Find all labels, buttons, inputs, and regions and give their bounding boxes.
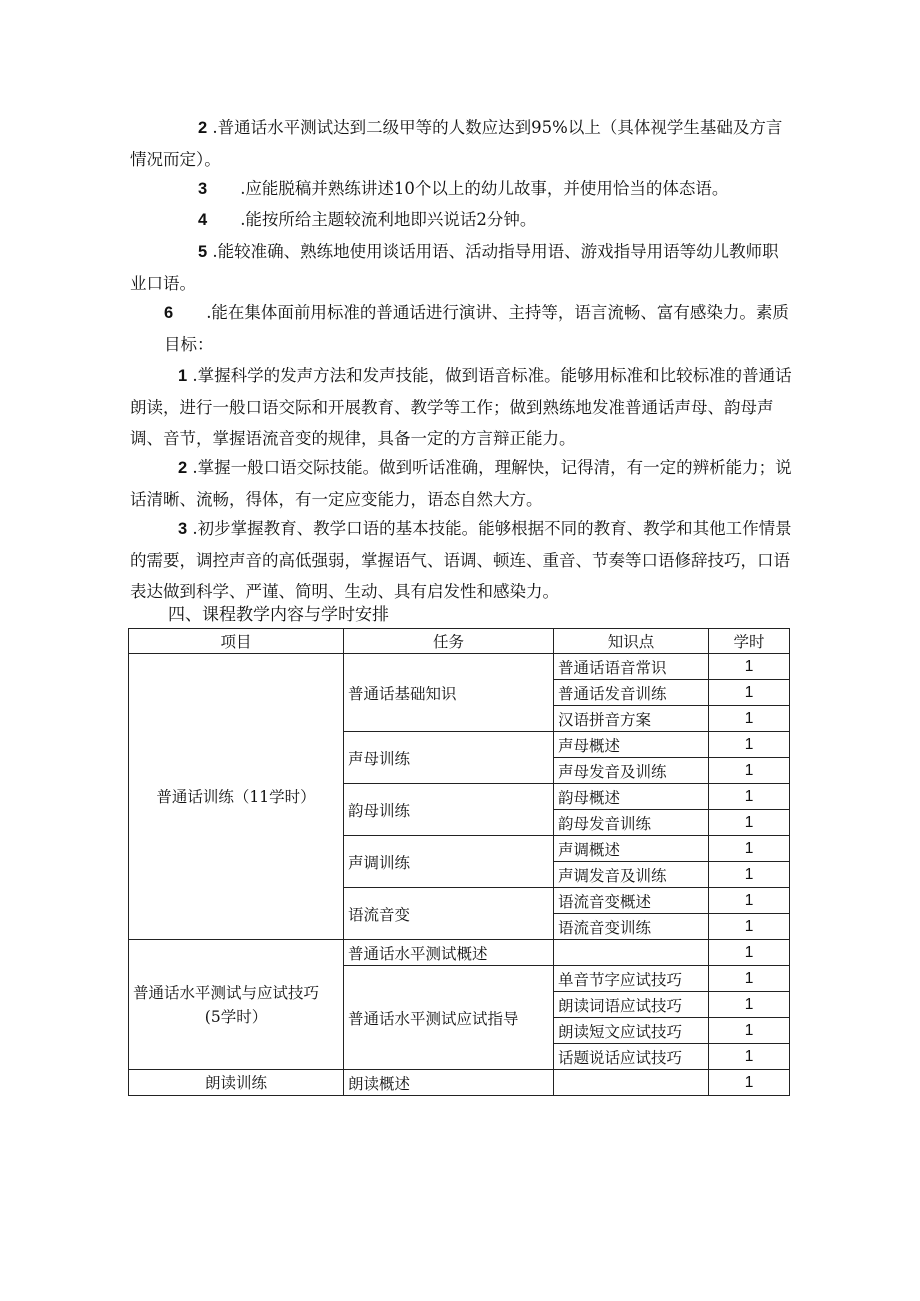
knowledge-point-cell: 话题说话应试技巧 [554, 1044, 709, 1070]
project-hours: (5学时） [204, 1007, 268, 1026]
paragraph-text: .普通话水平测试达到二级甲等的人数应达到95%以上（具体视学生基础及方言情况而定）。 [130, 118, 783, 169]
table-header-row [129, 629, 790, 654]
hours-cell: 1 [709, 1044, 790, 1070]
header-knowledge-point: 知识点 [554, 629, 709, 654]
item-number: 1 [178, 367, 188, 385]
hours-cell: 1 [709, 732, 790, 758]
section-heading: 四、课程教学内容与学时安排 [168, 605, 389, 625]
paragraph-objective-4 [130, 204, 792, 236]
hours-cell: 1 [709, 1018, 790, 1044]
paragraph-text: .掌握一般口语交际技能。做到听话准确，理解快，记得清，有一定的辨析能力；说话清晰、流畅，得体，有一定应变能力，语态自然大方。 [130, 458, 792, 509]
header-task: 任务 [344, 629, 554, 654]
hours-cell: 1 [709, 680, 790, 706]
paragraph-objective-2 [130, 112, 792, 175]
table-row [129, 940, 790, 966]
item-number: 6 [164, 304, 174, 322]
item-number: 2 [178, 459, 188, 477]
paragraph-text: .能按所给主题较流利地即兴说话2分钟。 [207, 210, 537, 229]
project-cell [129, 940, 344, 1070]
paragraph-objective-6 [164, 297, 790, 360]
hours-cell: 1 [709, 862, 790, 888]
knowledge-point-cell: 汉语拼音方案 [554, 706, 709, 732]
paragraph-text: .掌握科学的发声方法和发声技能，做到语音标准。能够用标准和比较标准的普通话朗读，进行一般口语交际和开展教育、教学等工作；做到熟练地发准普通话声母、韵母声调、音节，掌握语流音变的规律，具备一定的方言辩正能力。 [130, 366, 792, 448]
task-cell: 朗读概述 [344, 1070, 554, 1096]
item-number: 2 [198, 119, 208, 137]
paragraph-text: .能在集体面前用标准的普通话进行演讲、主持等，语言流畅、富有感染力。素质目标： [164, 303, 789, 354]
paragraph-quality-2 [130, 452, 792, 515]
knowledge-point-cell: 语流音变训练 [554, 914, 709, 940]
hours-cell: 1 [709, 810, 790, 836]
paragraph-text: .能较准确、熟练地使用谈话用语、活动指导用语、游戏指导用语等幼儿教师职业口语。 [130, 242, 779, 293]
hours-cell: 1 [709, 992, 790, 1018]
paragraph-text: .初步掌握教育、教学口语的基本技能。能够根据不同的教育、教学和其他工作情景的需要，调控声音的高低强弱，掌握语气、语调、顿连、重音、节奏等口语修辞技巧，口语表达做到科学、严谨、简明、生动、具有启发性和感染力。 [130, 519, 792, 601]
item-number: 3 [178, 520, 188, 538]
hours-cell: 1 [709, 888, 790, 914]
knowledge-point-cell [554, 940, 709, 966]
item-number: 4 [198, 211, 208, 229]
hours-cell: 1 [709, 1070, 790, 1096]
task-cell: 语流音变 [344, 888, 554, 940]
task-cell: 普通话水平测试概述 [344, 940, 554, 966]
task-cell: 韵母训练 [344, 784, 554, 836]
course-schedule-table [128, 628, 790, 1096]
table-row [129, 1070, 790, 1096]
project-name: 朗读训练 [204, 1073, 267, 1092]
paragraph-text: .应能脱稿并熟练讲述10个以上的幼儿故事，并使用恰当的体态语。 [207, 179, 729, 198]
knowledge-point-cell: 声调概述 [554, 836, 709, 862]
paragraph-objective-5 [130, 236, 792, 299]
knowledge-point-cell: 普通话发音训练 [554, 680, 709, 706]
header-project: 项目 [129, 629, 344, 654]
paragraph-quality-3 [130, 513, 792, 607]
table-row [129, 654, 790, 680]
item-number: 3 [198, 180, 208, 198]
item-number: 5 [198, 243, 208, 261]
hours-cell: 1 [709, 836, 790, 862]
hours-cell: 1 [709, 966, 790, 992]
knowledge-point-cell: 韵母发音训练 [554, 810, 709, 836]
knowledge-point-cell: 声母发音及训练 [554, 758, 709, 784]
header-hours: 学时 [709, 629, 790, 654]
project-cell [129, 654, 344, 940]
paragraph-objective-3 [130, 173, 792, 205]
project-cell [129, 1070, 344, 1096]
paragraph-quality-1 [130, 360, 792, 454]
hours-cell: 1 [709, 940, 790, 966]
hours-cell: 1 [709, 784, 790, 810]
project-name: 普通话训练（11学时） [156, 787, 316, 806]
hours-cell: 1 [709, 758, 790, 784]
hours-cell: 1 [709, 706, 790, 732]
knowledge-point-cell: 声母概述 [554, 732, 709, 758]
knowledge-point-cell: 韵母概述 [554, 784, 709, 810]
knowledge-point-cell: 朗读词语应试技巧 [554, 992, 709, 1018]
hours-cell: 1 [709, 914, 790, 940]
task-cell: 声调训练 [344, 836, 554, 888]
task-cell: 普通话水平测试应试指导 [344, 966, 554, 1070]
project-name: 普通话水平测试与应试技巧 [133, 983, 320, 1002]
knowledge-point-cell [554, 1070, 709, 1096]
task-cell: 普通话基础知识 [344, 654, 554, 732]
knowledge-point-cell: 普通话语音常识 [554, 654, 709, 680]
hours-cell: 1 [709, 654, 790, 680]
task-cell: 声母训练 [344, 732, 554, 784]
knowledge-point-cell: 语流音变概述 [554, 888, 709, 914]
knowledge-point-cell: 朗读短文应试技巧 [554, 1018, 709, 1044]
knowledge-point-cell: 声调发音及训练 [554, 862, 709, 888]
knowledge-point-cell: 单音节字应试技巧 [554, 966, 709, 992]
